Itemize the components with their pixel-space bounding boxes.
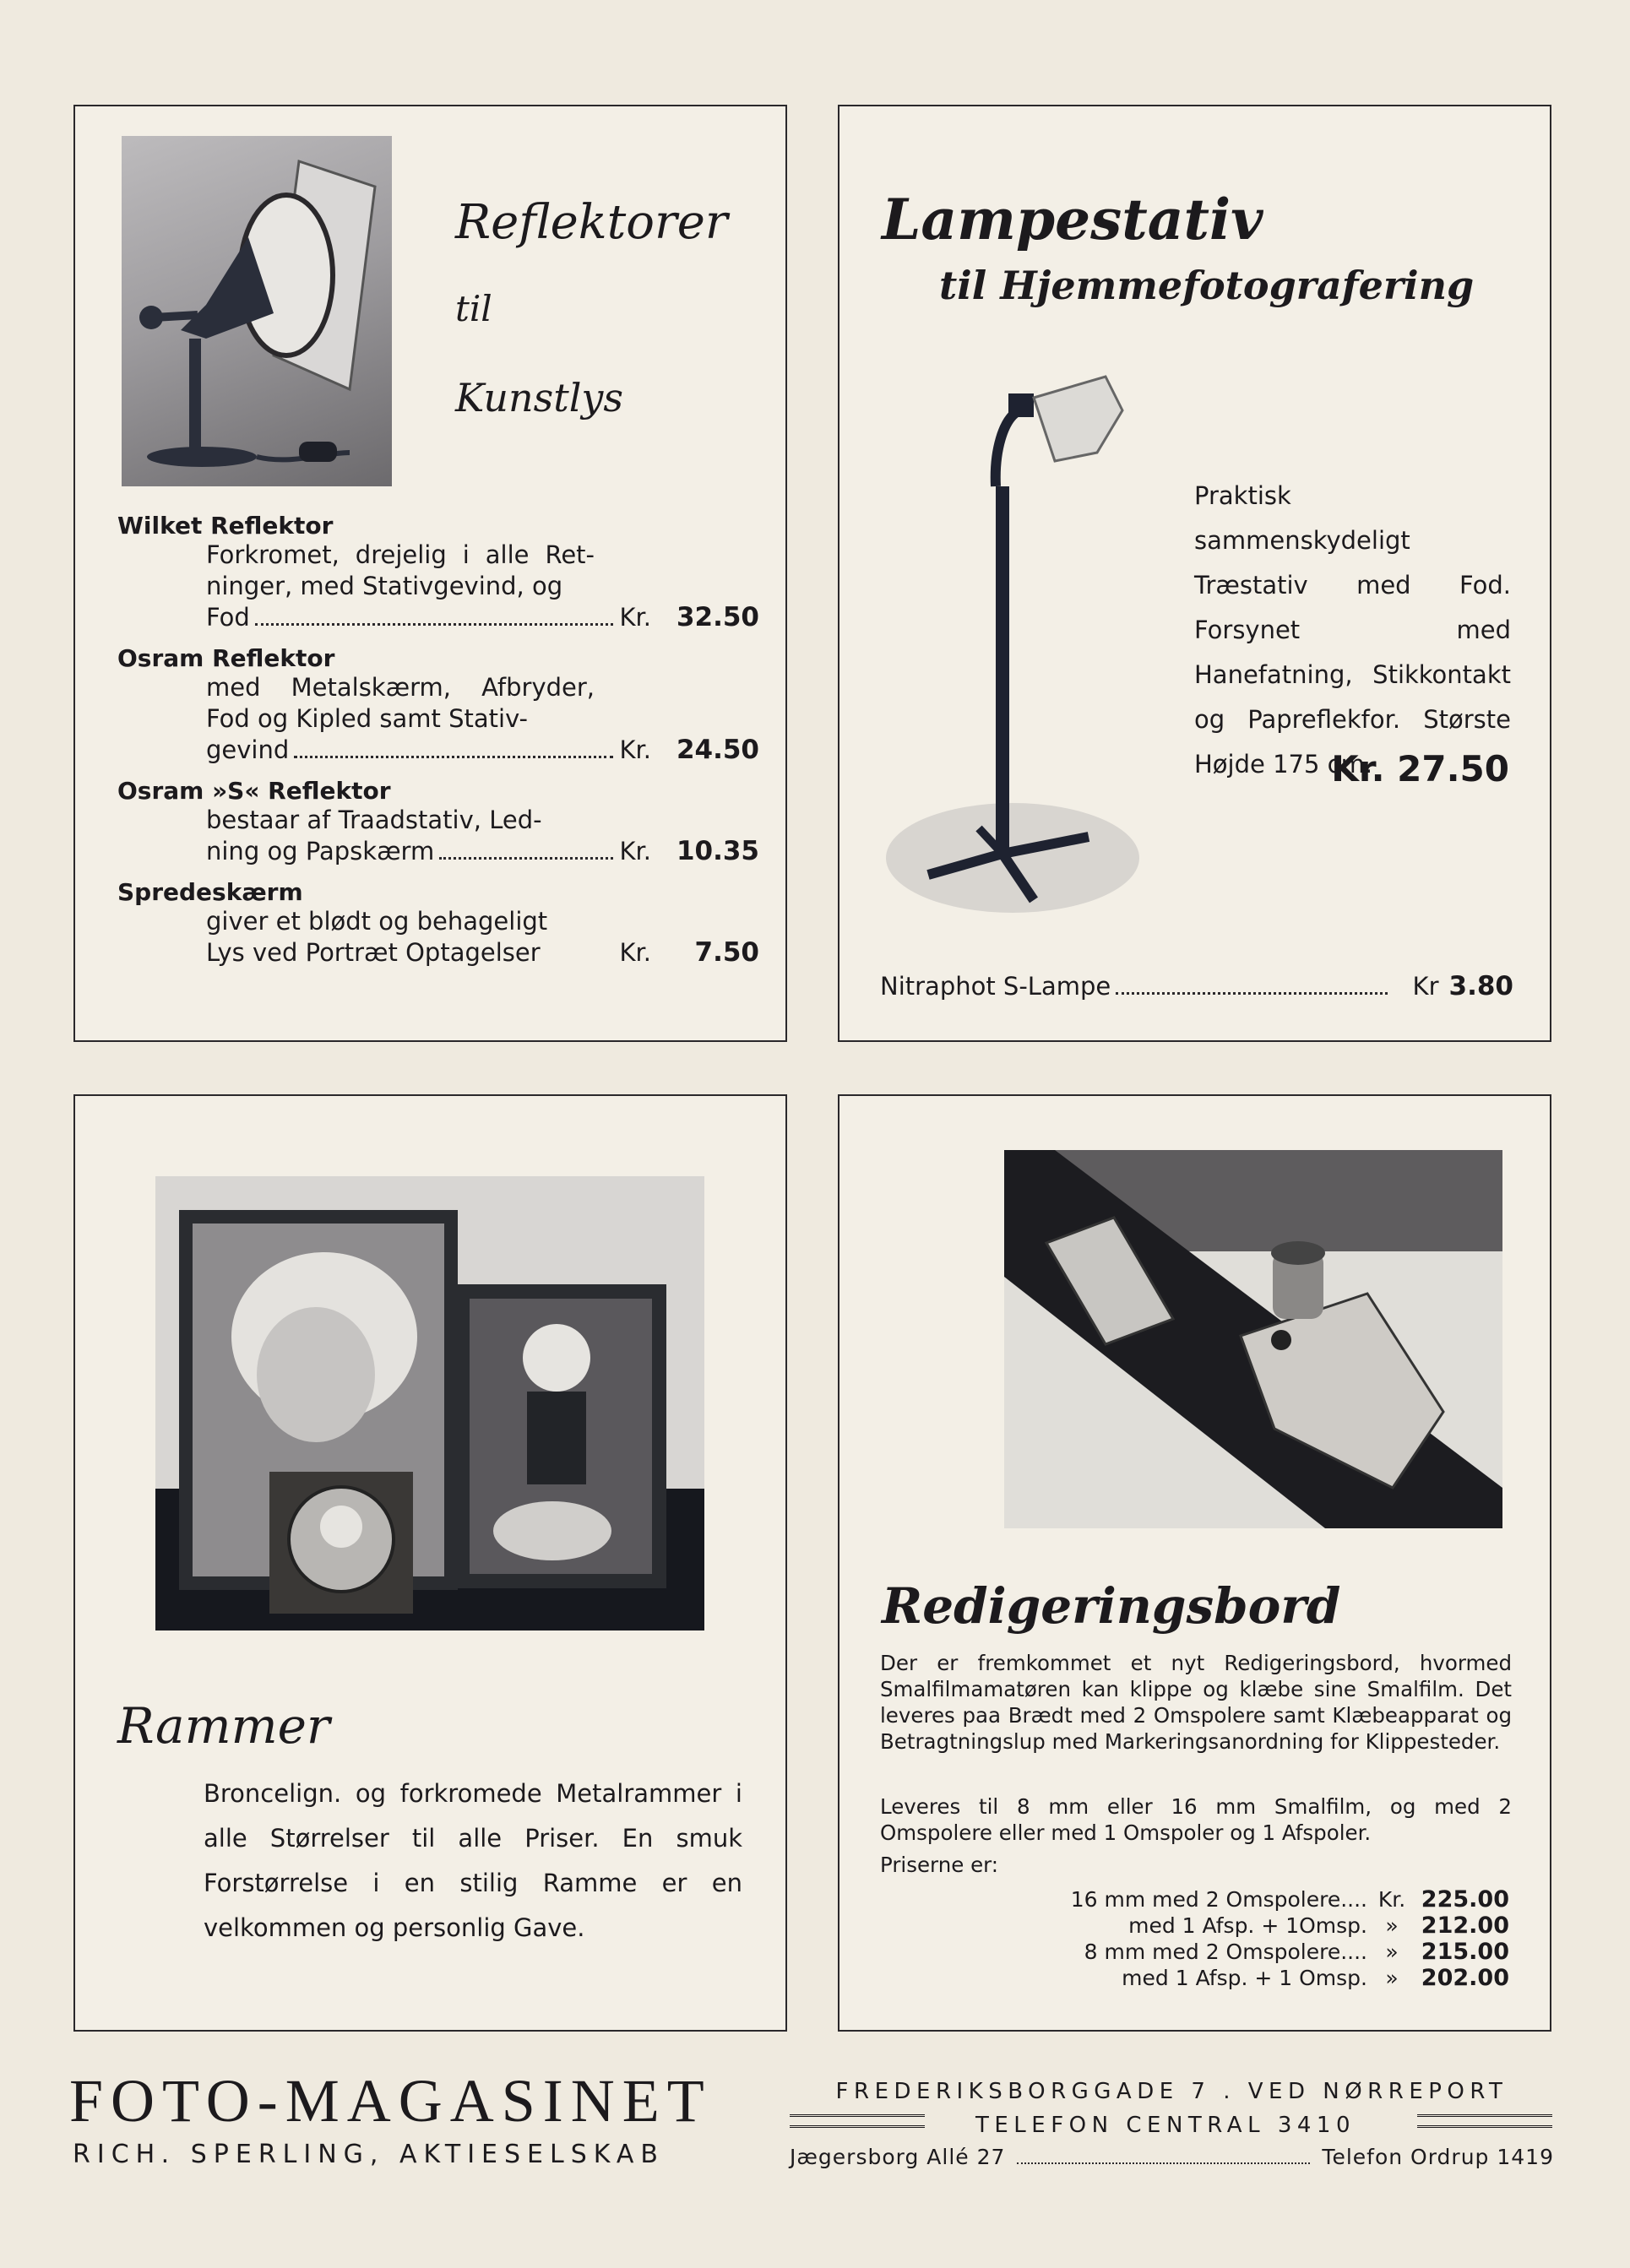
price-value: 215.00 xyxy=(1421,1939,1509,1965)
dot-leader xyxy=(1017,2162,1310,2164)
lampestativ-description: Praktisk sammenskydeligt Træstativ med Fod. Forsynet med Hanefatning, Stikkontakt og Papreflekfor. Største Højde 175 cm. xyxy=(1194,481,1511,779)
list-item xyxy=(117,512,759,632)
item-price: 7.50 xyxy=(694,937,759,968)
rammer-title: Rammer xyxy=(117,1697,330,1755)
currency-label: Kr. xyxy=(619,837,651,865)
price-unit: » xyxy=(1385,1966,1399,1990)
price-row xyxy=(1002,1913,1509,1939)
item-price-row xyxy=(206,937,759,968)
price-label: med 1 Afsp. + 1Omsp. xyxy=(1128,1913,1367,1938)
reflectors-panel xyxy=(73,105,787,1042)
footer-brand: FOTO-MAGASINET xyxy=(69,2067,712,2135)
price-label: 8 mm med 2 Omspolere.... xyxy=(1084,1940,1367,1964)
lampestativ-price: Kr. 27.50 xyxy=(1331,748,1509,789)
item-price-row xyxy=(206,602,759,632)
currency-label: Kr. xyxy=(619,735,651,764)
redigeringsbord-title: Redigeringsbord xyxy=(882,1577,1341,1635)
price-row xyxy=(1002,1965,1509,1991)
footer-branch-phone: Telefon Ordrup 1419 xyxy=(1322,2145,1554,2169)
reflectors-title-subject: Kunstlys xyxy=(455,375,624,421)
item-last-line: Fod xyxy=(206,603,250,632)
item-description: med Metalskærm, Afbryder, Fod og Kipled samt Stativ- xyxy=(206,673,595,733)
dot-leader xyxy=(255,623,613,626)
redigeringsbord-panel xyxy=(838,1094,1551,2032)
list-item xyxy=(117,878,759,968)
price-unit: Kr. xyxy=(1377,1887,1406,1912)
item-name: Osram Reflektor xyxy=(117,644,335,672)
item-name: Osram »S« Reflektor xyxy=(117,777,391,805)
item-price: 10.35 xyxy=(676,836,759,866)
item-description: bestaar af Traadstativ, Led- xyxy=(206,806,542,834)
reflector-photo xyxy=(122,136,392,486)
footer-rule-right xyxy=(1417,2114,1552,2128)
dot-leader xyxy=(439,857,612,860)
reflectors-title: Reflektorer xyxy=(455,195,728,250)
price-label: med 1 Afsp. + 1 Omsp. xyxy=(1122,1966,1367,1990)
price-unit: » xyxy=(1385,1913,1399,1938)
list-item xyxy=(117,644,759,765)
item-description: Forkromet, drejelig i alle Ret- ninger, med Stativgevind, og xyxy=(206,540,595,600)
currency-label: Kr. xyxy=(619,603,651,632)
item-name: Spredeskærm xyxy=(117,878,303,906)
footer-branch-address: Jægersborg Allé 27 xyxy=(790,2145,1006,2169)
reflectors-title-connector: til xyxy=(455,288,492,329)
item-last-line: gevind xyxy=(206,735,290,764)
price-row xyxy=(1002,1886,1509,1913)
price-row xyxy=(1002,1939,1509,1965)
redigeringsbord-paragraph-1: Der er fremkommet et nyt Redigeringsbord, hvormed Smalfilmamatøren kan klippe og klæbe sine Smalfilm. Det leveres paa Brædt med 2 Omspolere samt Klæbeapparat og Betragtningslup med Markeringsanordning for Klippesteder. xyxy=(880,1651,1512,1754)
prices-label: Priserne er: xyxy=(880,1853,999,1877)
editing-table-photo xyxy=(1004,1150,1502,1528)
currency-label: Kr xyxy=(1412,972,1439,1001)
frames-photo xyxy=(155,1176,704,1630)
item-name: Wilket Reflektor xyxy=(117,512,334,540)
item-last-line: ning og Papskærm xyxy=(206,837,435,865)
item-price: 32.50 xyxy=(676,602,759,632)
price-value: 202.00 xyxy=(1421,1965,1509,1991)
lampestativ-subtitle: til Hjemmefotografering xyxy=(939,263,1475,308)
currency-label: Kr. xyxy=(619,938,651,967)
redigeringsbord-price-list xyxy=(1002,1886,1509,1991)
nitraphot-row xyxy=(880,971,1513,1001)
item-price: 24.50 xyxy=(676,735,759,765)
footer-branch-row xyxy=(790,2145,1554,2169)
footer-company: RICH. SPERLING, AKTIESELSKAB xyxy=(73,2140,665,2169)
lamp-stand-photo xyxy=(886,360,1165,1035)
reflector-list xyxy=(117,512,759,968)
price-value: 225.00 xyxy=(1421,1886,1509,1913)
rammer-description: Broncelign. og forkromede Metalrammer i alle Størrelser til alle Priser. En smuk Forstørrelse i en stilig Ramme er en velkommen og personlig Gave. xyxy=(204,1779,742,1942)
dot-leader xyxy=(294,756,612,758)
footer-phone: TELEFON CENTRAL 3410 xyxy=(975,2113,1356,2138)
redigeringsbord-paragraph-2: Leveres til 8 mm eller 16 mm Smalfilm, og med 2 Omspolere eller med 1 Omspoler og 1 Afspoler. xyxy=(880,1794,1512,1845)
dot-leader xyxy=(1116,992,1387,995)
rammer-panel xyxy=(73,1094,787,2032)
item-price-row xyxy=(206,836,759,866)
price-value: 212.00 xyxy=(1421,1913,1509,1939)
item-price: 3.80 xyxy=(1448,971,1513,1001)
footer-address: FREDERIKSBORGGADE 7 . VED NØRREPORT xyxy=(835,2079,1508,2104)
footer-rule-left xyxy=(790,2114,925,2128)
price-unit: » xyxy=(1385,1940,1399,1964)
lampestativ-title: Lampestativ xyxy=(882,187,1263,252)
item-name: Nitraphot S-Lampe xyxy=(880,972,1111,1001)
price-label: 16 mm med 2 Omspolere.... xyxy=(1070,1887,1367,1912)
item-last-line: Lys ved Portræt Optagelser xyxy=(206,938,541,967)
item-description: giver et blødt og behageligt xyxy=(206,907,548,936)
item-price-row xyxy=(206,735,759,765)
list-item xyxy=(117,777,759,866)
lampestativ-panel xyxy=(838,105,1551,1042)
